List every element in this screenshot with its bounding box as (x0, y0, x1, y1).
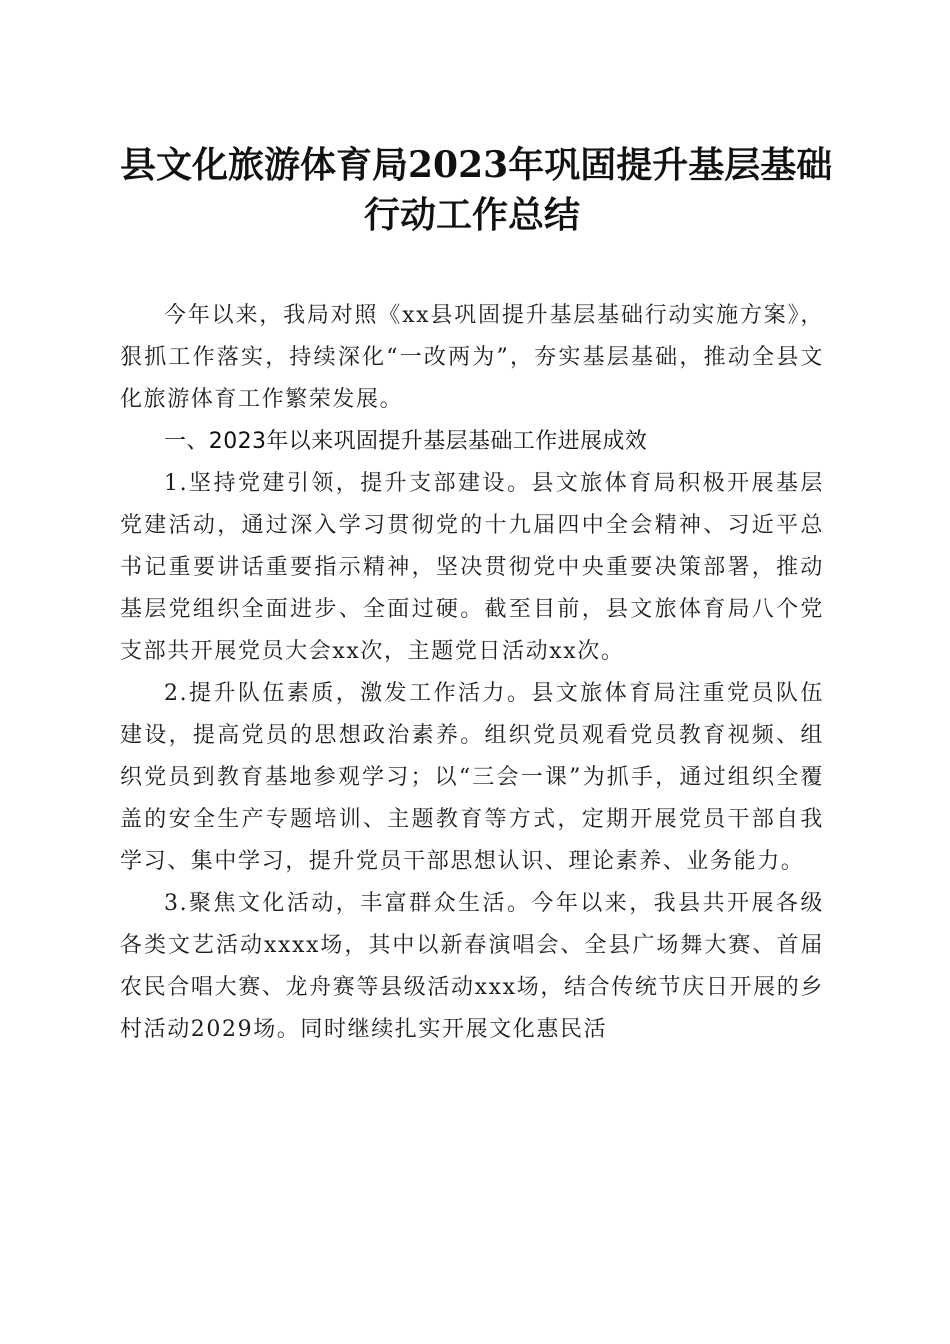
item-paragraph-1: 1.坚持党建引领，提升支部建设。县文旅体育局积极开展基层党建活动，通过深入学习贯彻党的十九届四中全会精神、习近平总书记重要讲话重要指示精神，坚决贯彻党中央重要决策部署，推动基层党组织全面进步、全面过硬。截至目前，县文旅体育局八个党支部共开展党员大会xx次，主题党日活动xx次。 (120, 471, 824, 664)
section-heading-1: 一、2023年以来巩固提升基层基础工作进展成效 (164, 429, 648, 454)
item-paragraph-3: 3.聚焦文化活动，丰富群众生活。今年以来，我县共开展各级各类文艺活动xxxx场，其中以新春演唱会、全县广场舞大赛、首届农民合唱大赛、龙舟赛等县级活动xxx场，结合传统节庆日开展的乡村活动2029场。同时继续扎实开展文化惠民活 (120, 891, 824, 1042)
document-body (120, 295, 824, 1051)
title-line-1: 县文化旅游体育局2023年巩固提升基层基础 (120, 144, 833, 186)
title-line-2: 行动工作总结 (363, 194, 580, 236)
document-title (120, 140, 833, 240)
intro-paragraph: 今年以来，我局对照《xx县巩固提升基层基础行动实施方案》，狠抓工作落实，持续深化“一改两为”，夯实基层基础，推动全县文化旅游体育工作繁荣发展。 (120, 303, 824, 412)
item-paragraph-2: 2.提升队伍素质，激发工作活力。县文旅体育局注重党员队伍建设，提高党员的思想政治素养。组织党员观看党员教育视频、组织党员到教育基地参观学习；以“三会一课”为抓手，通过组织全覆盖的安全生产专题培训、主题教育等方式，定期开展党员干部自我学习、集中学习，提升党员干部思想认识、理论素养、业务能力。 (120, 681, 824, 874)
